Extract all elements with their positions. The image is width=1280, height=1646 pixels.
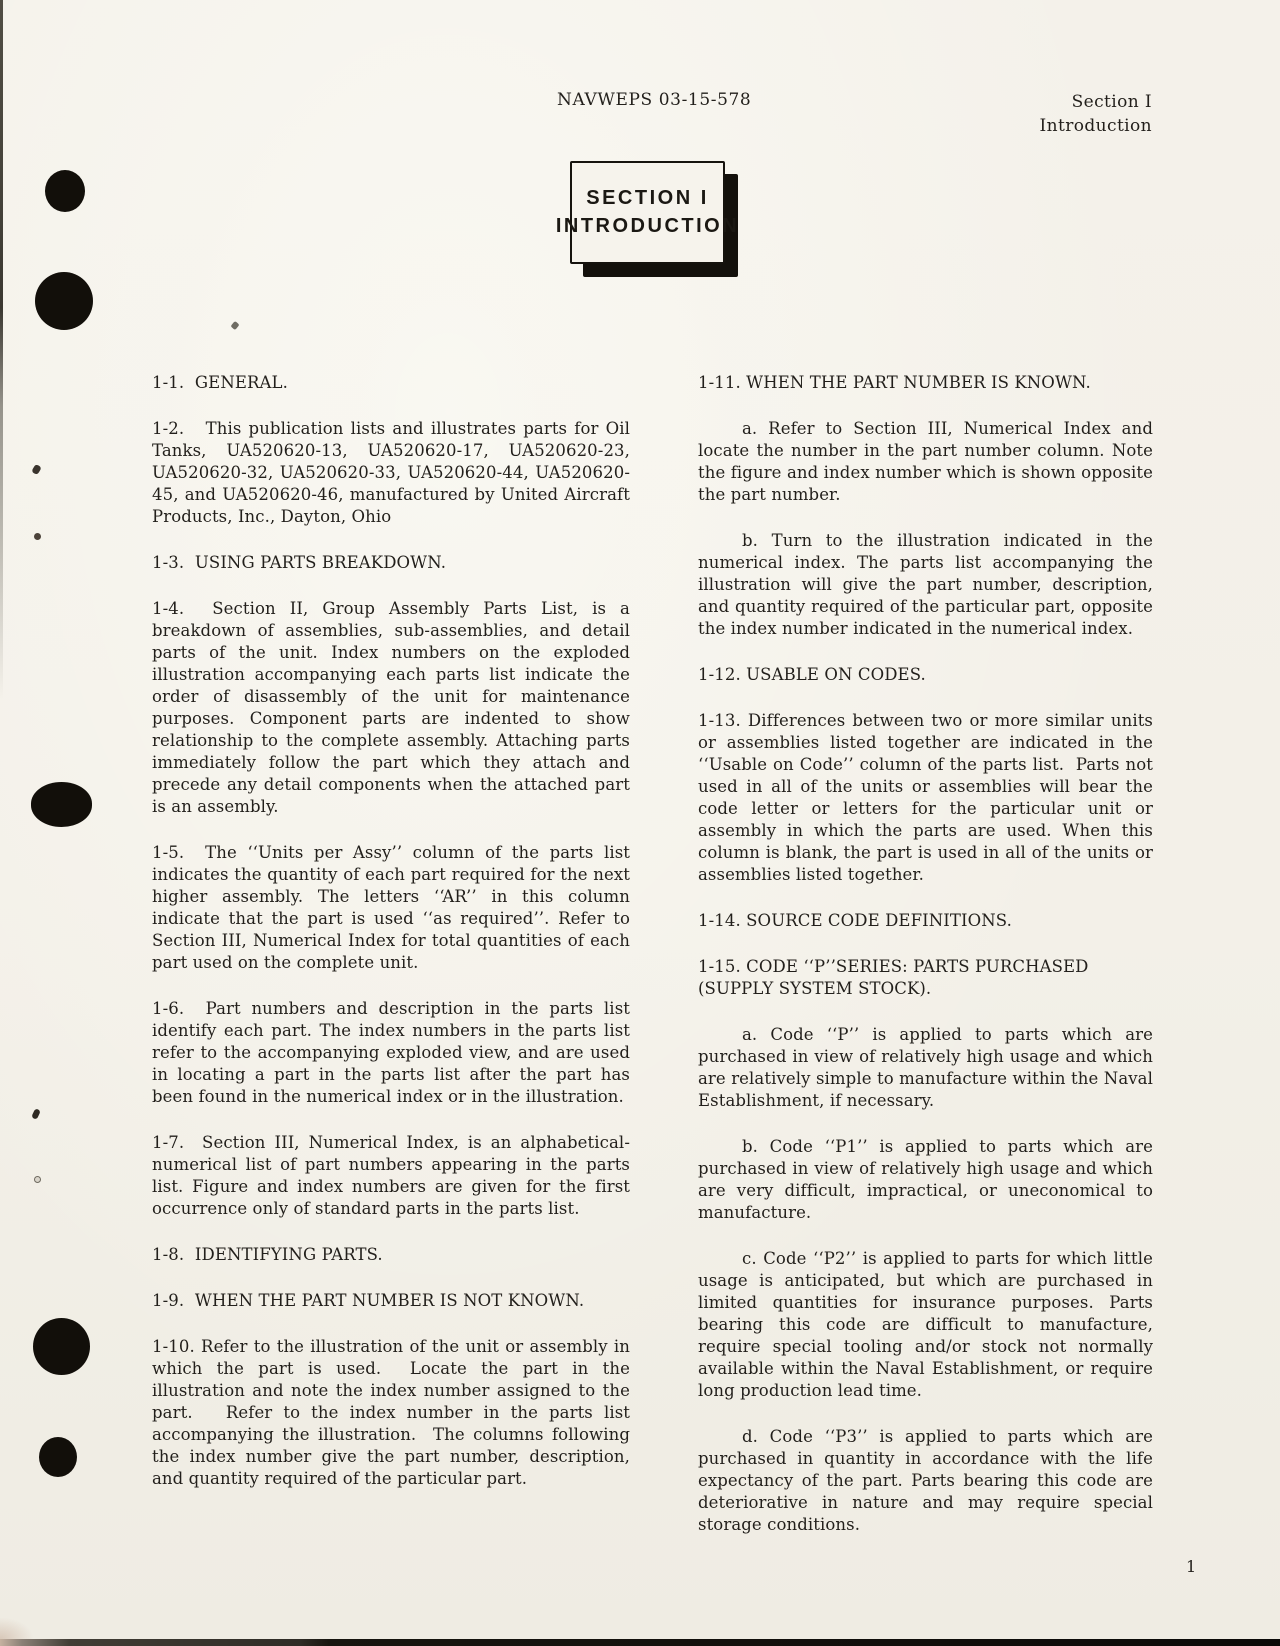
- body-paragraph: 1-6. Part numbers and description in the parts list identify each part. The index numbers in the parts list refer to the accompanying exploded view, and are used in locating a part in the parts list after the part has been found in the numerical index or in the illustration.: [152, 999, 630, 1106]
- scan-corner-shade: [0, 1617, 34, 1639]
- paragraph-heading: 1-12. USABLE ON CODES.: [698, 665, 926, 684]
- body-paragraph: 1-13. Differences between two or more similar units or assemblies listed together are indicated in the ‘‘Usable on Code’’ column of the parts list. Parts not used in all of the units or assemblies will bear the code letter or letters for the particular unit or assembly in which the parts are used. When this column is blank, the part is used in all of the units or assemblies listed together.: [698, 711, 1153, 884]
- hole-punch-mark: [33, 1318, 90, 1375]
- body-paragraph: a. Code ‘‘P’’ is applied to parts which are purchased in view of relatively high usage and which are relatively simple to manufacture within the Naval Establishment, if necessary.: [698, 1025, 1153, 1110]
- scan-edge-bottom: [0, 1639, 1280, 1646]
- paragraph-heading: 1-1. GENERAL.: [152, 373, 288, 392]
- body-paragraph: 1-5. The ‘‘Units per Assy’’ column of the parts list indicates the quantity of each part required for the next higher assembly. The letters ‘‘AR’’ in this column indicate that the part is used ‘‘as required’’. Refer to Section III, Numerical Index for total quantities of each part used on the complete unit.: [152, 843, 630, 972]
- body-paragraph: d. Code ‘‘P3’’ is applied to parts which are purchased in quantity in accordance with the life expectancy of the part. Parts bearing this code are deteriorative in nature and may require special storage conditions.: [698, 1427, 1153, 1534]
- body-paragraph: b. Turn to the illustration indicated in the numerical index. The parts list accompanying the illustration will give the part number, description, and quantity required of the particular part, opposite the index number indicated in the numerical index.: [698, 531, 1153, 638]
- hole-punch-mark: [39, 1437, 77, 1477]
- paragraph-heading: 1-9. WHEN THE PART NUMBER IS NOT KNOWN.: [152, 1291, 585, 1310]
- body-paragraph: 1-7. Section III, Numerical Index, is an alphabetical-numerical list of part numbers appearing in the parts list. Figure and index numbers are given for the first occurrence only of standard parts in the parts list.: [152, 1133, 630, 1218]
- body-columns: [152, 372, 1153, 1536]
- left-column: [152, 372, 630, 1536]
- ink-speck: [31, 464, 42, 475]
- header-section-label: [1040, 90, 1152, 138]
- paragraph-heading: 1-8. IDENTIFYING PARTS.: [152, 1245, 383, 1264]
- body-paragraph: 1-10. Refer to the illustration of the unit or assembly in which the part is used. Locate the part in the illustration and note the index number assigned to the part. Refer to the index number in the parts list accompanying the illustration. The columns following the index number give the part number, description, and quantity required of the particular part.: [152, 1337, 630, 1488]
- hole-punch-mark: [45, 170, 85, 212]
- body-paragraph: a. Refer to Section III, Numerical Index and locate the number in the part number column. Note the figure and index number which is shown opposite the part number.: [698, 419, 1153, 504]
- ink-speck: [31, 1108, 41, 1120]
- body-paragraph: 1-2. This publication lists and illustrates parts for Oil Tanks, UA520620-13, UA520620-17, UA520620-23, UA520620-32, UA520620-33, UA520620-44, UA520620-45, and UA520620-46, manufactured by United Aircraft Products, Inc., Dayton, Ohio: [152, 419, 630, 526]
- section-title-box: [555, 161, 740, 264]
- ink-speck: [34, 533, 41, 540]
- hole-punch-mark: [31, 782, 92, 827]
- right-column: [698, 372, 1153, 1536]
- document-number: NAVWEPS 03-15-578: [557, 90, 752, 110]
- body-paragraph: b. Code ‘‘P1’’ is applied to parts which are purchased in view of relatively high usage and which are very difficult, impractical, or uneconomical to manufacture.: [698, 1137, 1153, 1222]
- ink-speck: [230, 321, 239, 330]
- body-paragraph: c. Code ‘‘P2’’ is applied to parts for which little usage is anticipated, but which are purchased in limited quantities for insurance purposes. Parts bearing this code are difficult to manufacture, require special tooling and/or stock not normally available within the Naval Establishment, or require long production lead time.: [698, 1249, 1153, 1400]
- page-number: 1: [1186, 1557, 1197, 1576]
- header-section-line1: Section I: [1071, 92, 1152, 112]
- paragraph-heading: 1-3. USING PARTS BREAKDOWN.: [152, 553, 447, 572]
- ink-speck: [34, 1176, 41, 1183]
- paragraph-heading: 1-15. CODE ‘‘P’’SERIES: PARTS PURCHASED (SUPPLY SYSTEM STOCK).: [698, 957, 1089, 998]
- scan-edge-left: [0, 0, 3, 700]
- section-box-subtitle: INTRODUCTION: [555, 215, 740, 237]
- body-paragraph: 1-4. Section II, Group Assembly Parts List, is a breakdown of assemblies, sub-assemblies, and detail parts of the unit. Index numbers on the exploded illustration accompanying each parts list indicate the order of disassembly of the unit for maintenance purposes. Component parts are indented to show relationship to the complete assembly. Attaching parts immediately follow the part which they attach and precede any detail components when the attached part is an assembly.: [152, 599, 630, 816]
- header-section-line2: Introduction: [1039, 116, 1152, 136]
- hole-punch-mark: [35, 272, 93, 330]
- paragraph-heading: 1-14. SOURCE CODE DEFINITIONS.: [698, 911, 1012, 930]
- paragraph-heading: 1-11. WHEN THE PART NUMBER IS KNOWN.: [698, 373, 1091, 392]
- section-box-title: SECTION I: [586, 187, 709, 209]
